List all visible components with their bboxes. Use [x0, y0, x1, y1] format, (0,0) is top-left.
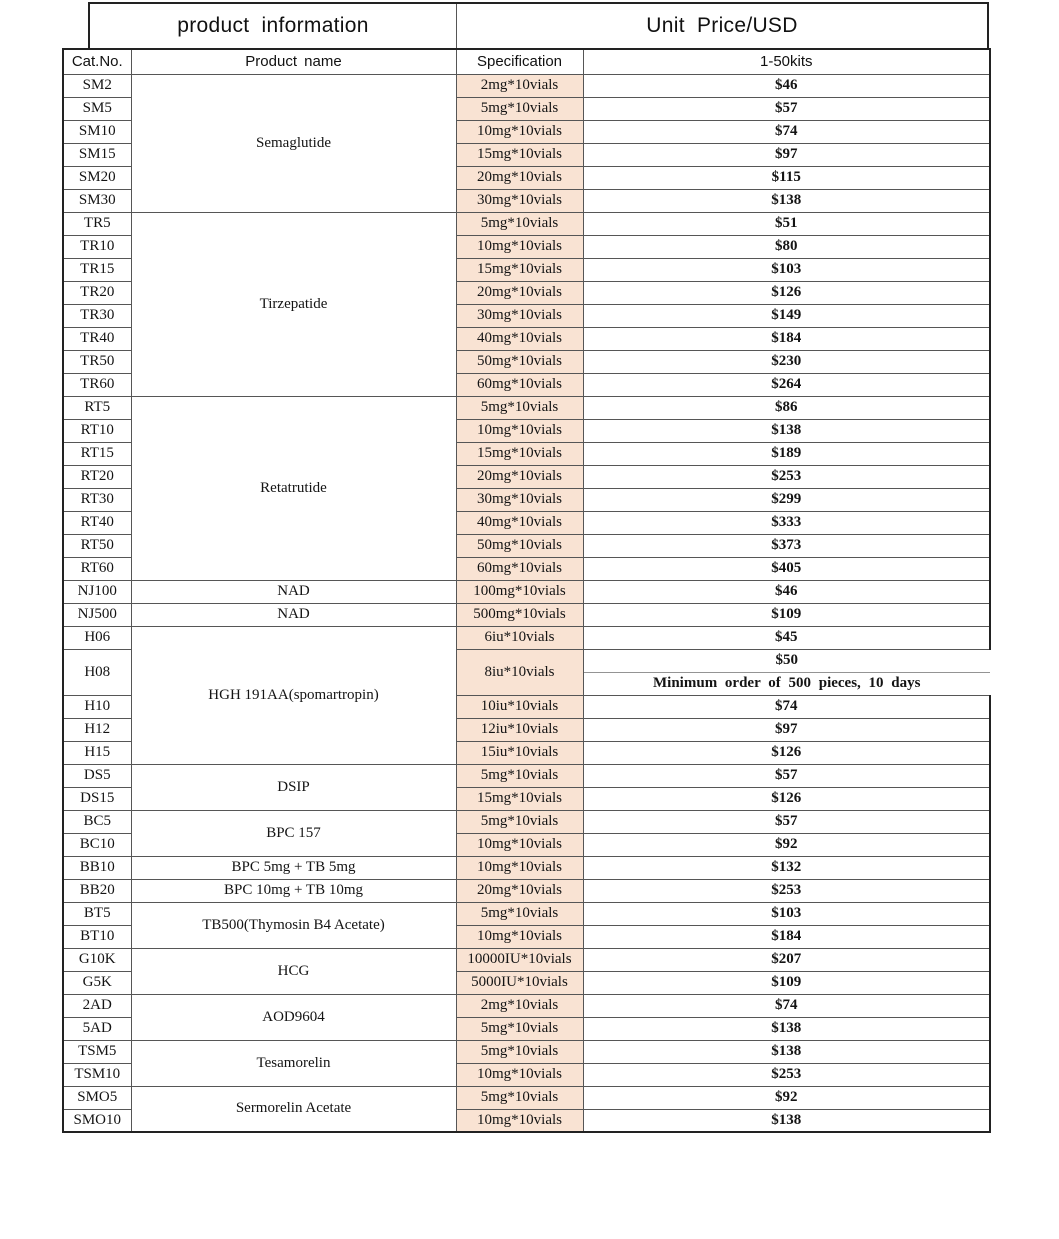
column-header-row	[63, 49, 990, 74]
table-row	[63, 74, 990, 97]
price-cell: $46	[583, 580, 990, 603]
cat-cell: TR40	[63, 327, 131, 350]
price-cell: $264	[583, 373, 990, 396]
table-row	[63, 764, 990, 787]
price-cell: $138	[583, 1017, 990, 1040]
price-cell: $97	[583, 718, 990, 741]
cat-cell: SM30	[63, 189, 131, 212]
price-cell: $333	[583, 511, 990, 534]
spec-cell: 30mg*10vials	[456, 488, 583, 511]
spec-cell: 2mg*10vials	[456, 994, 583, 1017]
cat-cell: DS15	[63, 787, 131, 810]
cat-cell: RT10	[63, 419, 131, 442]
cat-cell: RT5	[63, 396, 131, 419]
spec-cell: 100mg*10vials	[456, 580, 583, 603]
cat-cell: RT20	[63, 465, 131, 488]
price-cell: $109	[583, 971, 990, 994]
price-cell: $97	[583, 143, 990, 166]
price-cell: $126	[583, 787, 990, 810]
price-cell: $126	[583, 741, 990, 764]
cat-cell: TR50	[63, 350, 131, 373]
spec-cell: 8iu*10vials	[456, 649, 583, 695]
spec-cell: 30mg*10vials	[456, 304, 583, 327]
cat-cell: H12	[63, 718, 131, 741]
cat-cell: H15	[63, 741, 131, 764]
spec-cell: 500mg*10vials	[456, 603, 583, 626]
price-cell: $373	[583, 534, 990, 557]
spec-cell: 5mg*10vials	[456, 212, 583, 235]
product-information-header: product information	[90, 4, 457, 48]
cat-cell: TR30	[63, 304, 131, 327]
spec-cell: 50mg*10vials	[456, 350, 583, 373]
price-cell: $184	[583, 327, 990, 350]
spec-cell: 5mg*10vials	[456, 1086, 583, 1109]
product-cell: NAD	[131, 580, 456, 603]
cat-cell: BT10	[63, 925, 131, 948]
spec-cell: 50mg*10vials	[456, 534, 583, 557]
spec-cell: 20mg*10vials	[456, 465, 583, 488]
kits-header: 1-50kits	[583, 49, 990, 74]
spec-cell: 20mg*10vials	[456, 281, 583, 304]
spec-cell: 20mg*10vials	[456, 166, 583, 189]
table-row	[63, 948, 990, 971]
price-cell: $103	[583, 258, 990, 281]
table-row	[63, 810, 990, 833]
price-cell: $253	[583, 879, 990, 902]
spec-cell: 10mg*10vials	[456, 235, 583, 258]
price-cell: $46	[583, 74, 990, 97]
price-table	[62, 48, 991, 1133]
cat-cell: RT30	[63, 488, 131, 511]
cat-cell: TR5	[63, 212, 131, 235]
price-cell: $230	[583, 350, 990, 373]
price-cell: $207	[583, 948, 990, 971]
merged-header-row	[88, 2, 989, 48]
price-cell: $138	[583, 419, 990, 442]
cat-cell: TSM10	[63, 1063, 131, 1086]
price-cell: $103	[583, 902, 990, 925]
spec-cell: 2mg*10vials	[456, 74, 583, 97]
spec-cell: 15mg*10vials	[456, 442, 583, 465]
product-cell: DSIP	[131, 764, 456, 810]
price-cell: $92	[583, 1086, 990, 1109]
cat-cell: DS5	[63, 764, 131, 787]
price-cell: $405	[583, 557, 990, 580]
cat-cell: H06	[63, 626, 131, 649]
cat-cell: TR10	[63, 235, 131, 258]
table-row	[63, 626, 990, 649]
product-cell: AOD9604	[131, 994, 456, 1040]
price-cell: $189	[583, 442, 990, 465]
product-cell: Tirzepatide	[131, 212, 456, 396]
price-cell: $253	[583, 465, 990, 488]
price-cell: $74	[583, 695, 990, 718]
cat-cell: H08	[63, 649, 131, 695]
spec-cell: 15iu*10vials	[456, 741, 583, 764]
spec-cell: 10mg*10vials	[456, 120, 583, 143]
spec-cell: 5000IU*10vials	[456, 971, 583, 994]
cat-cell: SM10	[63, 120, 131, 143]
price-cell: $138	[583, 189, 990, 212]
min-order-note: Minimum order of 500 pieces, 10 days	[583, 672, 990, 695]
cat-cell: 5AD	[63, 1017, 131, 1040]
spec-cell: 60mg*10vials	[456, 557, 583, 580]
cat-cell: TR20	[63, 281, 131, 304]
spec-cell: 5mg*10vials	[456, 764, 583, 787]
product-cell: NAD	[131, 603, 456, 626]
product-cell: BPC 157	[131, 810, 456, 856]
product-cell: BPC 10mg + TB 10mg	[131, 879, 456, 902]
table-row	[63, 396, 990, 419]
table-row	[63, 603, 990, 626]
cat-cell: RT50	[63, 534, 131, 557]
spec-cell: 40mg*10vials	[456, 511, 583, 534]
cat-no-header: Cat.No.	[63, 49, 131, 74]
table-row	[63, 879, 990, 902]
spec-cell: 10mg*10vials	[456, 1063, 583, 1086]
price-cell: $57	[583, 764, 990, 787]
cat-cell: NJ500	[63, 603, 131, 626]
price-cell: $299	[583, 488, 990, 511]
spec-cell: 10iu*10vials	[456, 695, 583, 718]
spec-cell: 5mg*10vials	[456, 1040, 583, 1063]
spec-cell: 6iu*10vials	[456, 626, 583, 649]
spec-cell: 10mg*10vials	[456, 1109, 583, 1132]
spec-cell: 20mg*10vials	[456, 879, 583, 902]
spec-cell: 30mg*10vials	[456, 189, 583, 212]
price-cell: $126	[583, 281, 990, 304]
spec-cell: 15mg*10vials	[456, 143, 583, 166]
spec-cell: 5mg*10vials	[456, 97, 583, 120]
unit-price-header: Unit Price/USD	[646, 14, 798, 37]
price-cell: $45	[583, 626, 990, 649]
cat-cell: BB20	[63, 879, 131, 902]
table-row	[63, 994, 990, 1017]
table-row	[63, 902, 990, 925]
product-cell: Semaglutide	[131, 74, 456, 212]
spec-cell: 10mg*10vials	[456, 856, 583, 879]
product-cell: Tesamorelin	[131, 1040, 456, 1086]
price-cell: $74	[583, 994, 990, 1017]
cat-cell: RT60	[63, 557, 131, 580]
price-cell: $92	[583, 833, 990, 856]
spec-cell: 10mg*10vials	[456, 833, 583, 856]
cat-cell: BC10	[63, 833, 131, 856]
price-cell: $57	[583, 97, 990, 120]
price-cell: $109	[583, 603, 990, 626]
price-cell: $138	[583, 1109, 990, 1132]
cat-cell: TR15	[63, 258, 131, 281]
product-cell: HGH 191AA(spomartropin)	[131, 626, 456, 764]
cat-cell: TSM5	[63, 1040, 131, 1063]
specification-header: Specification	[456, 49, 583, 74]
cat-cell: NJ100	[63, 580, 131, 603]
price-cell: $86	[583, 396, 990, 419]
cat-cell: BC5	[63, 810, 131, 833]
table-row	[63, 1086, 990, 1109]
cat-cell: TR60	[63, 373, 131, 396]
spec-cell: 10mg*10vials	[456, 419, 583, 442]
product-cell: BPC 5mg + TB 5mg	[131, 856, 456, 879]
price-cell: $184	[583, 925, 990, 948]
product-name-header: Product name	[131, 49, 456, 74]
price-cell: $253	[583, 1063, 990, 1086]
cat-cell: RT40	[63, 511, 131, 534]
cat-cell: BB10	[63, 856, 131, 879]
cat-cell: SMO10	[63, 1109, 131, 1132]
spec-cell: 15mg*10vials	[456, 787, 583, 810]
table-row	[63, 580, 990, 603]
cat-cell: 2AD	[63, 994, 131, 1017]
price-cell: $50	[583, 649, 990, 672]
cat-cell: G5K	[63, 971, 131, 994]
spec-cell: 10000IU*10vials	[456, 948, 583, 971]
cat-cell: SMO5	[63, 1086, 131, 1109]
product-cell: HCG	[131, 948, 456, 994]
spec-cell: 40mg*10vials	[456, 327, 583, 350]
product-cell: Retatrutide	[131, 396, 456, 580]
table-row	[63, 212, 990, 235]
cat-cell: G10K	[63, 948, 131, 971]
table-row	[63, 856, 990, 879]
price-cell: $138	[583, 1040, 990, 1063]
spec-cell: 5mg*10vials	[456, 1017, 583, 1040]
price-cell: $80	[583, 235, 990, 258]
cat-cell: H10	[63, 695, 131, 718]
cat-cell: SM20	[63, 166, 131, 189]
spec-cell: 10mg*10vials	[456, 925, 583, 948]
price-cell: $132	[583, 856, 990, 879]
spec-cell: 15mg*10vials	[456, 258, 583, 281]
price-cell: $74	[583, 120, 990, 143]
product-cell: Sermorelin Acetate	[131, 1086, 456, 1132]
table-row	[63, 1040, 990, 1063]
cat-cell: SM15	[63, 143, 131, 166]
price-cell: $115	[583, 166, 990, 189]
spec-cell: 5mg*10vials	[456, 902, 583, 925]
price-cell: $149	[583, 304, 990, 327]
spec-cell: 60mg*10vials	[456, 373, 583, 396]
spec-cell: 5mg*10vials	[456, 810, 583, 833]
cat-cell: SM2	[63, 74, 131, 97]
price-cell: $51	[583, 212, 990, 235]
cat-cell: SM5	[63, 97, 131, 120]
cat-cell: RT15	[63, 442, 131, 465]
cat-cell: BT5	[63, 902, 131, 925]
spec-cell: 5mg*10vials	[456, 396, 583, 419]
spec-cell: 12iu*10vials	[456, 718, 583, 741]
product-cell: TB500(Thymosin B4 Acetate)	[131, 902, 456, 948]
price-cell: $57	[583, 810, 990, 833]
